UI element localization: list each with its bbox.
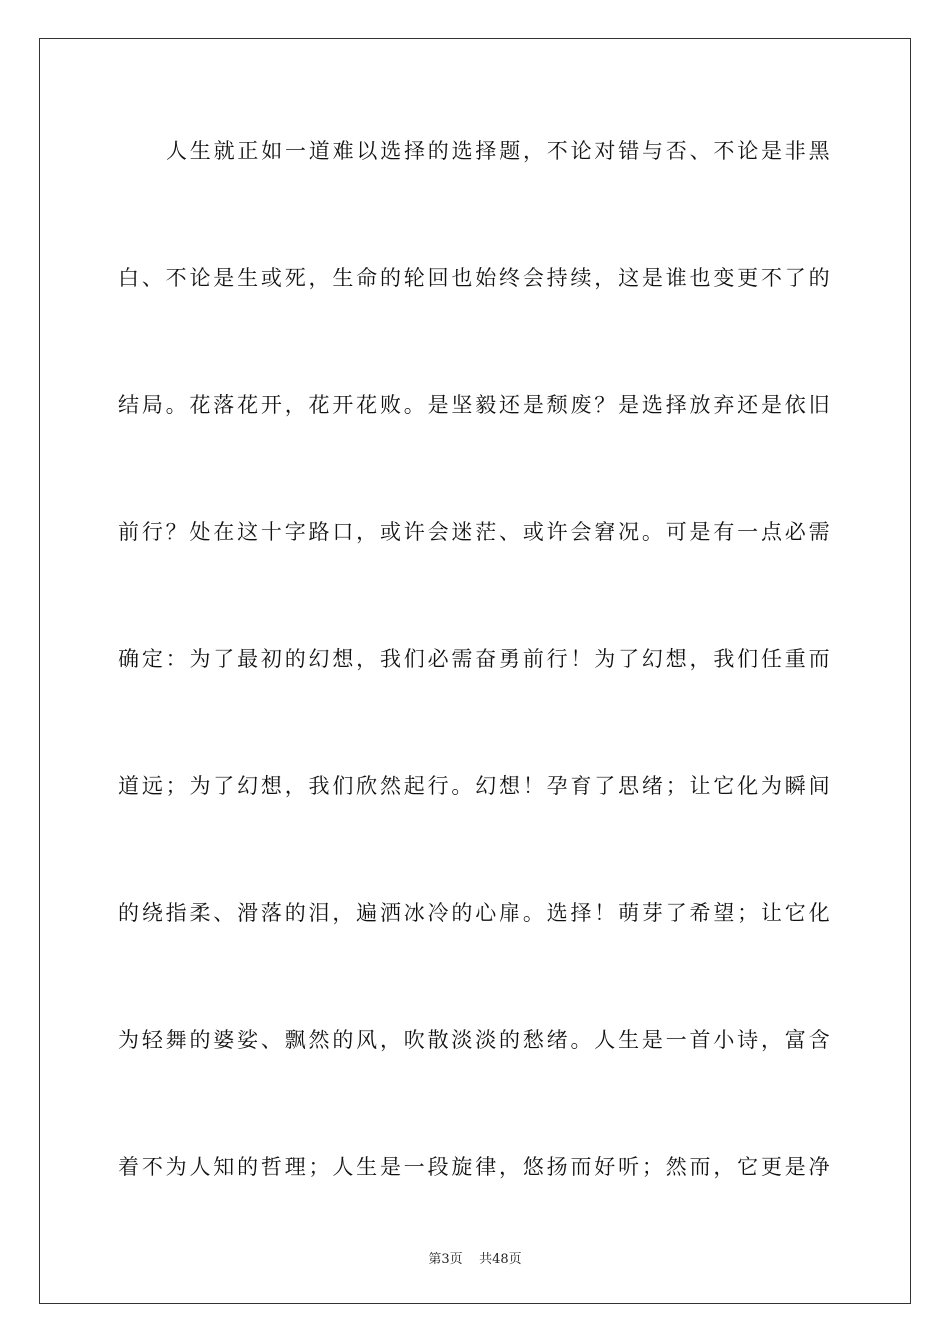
page-number: 第3页 xyxy=(428,1252,463,1267)
text-line-3: 结局。花落花开，花开花败。是坚毅还是颓废？是选择放弃还是依旧 xyxy=(118,393,832,417)
text-line-4: 前行？处在这十字路口，或许会迷茫、或许会窘况。可是有一点必需 xyxy=(118,520,832,544)
document-body xyxy=(118,128,832,1271)
text-line-1: 人生就正如一道难以选择的选择题，不论对错与否、不论是非黑 xyxy=(166,139,832,163)
text-line-2: 白、不论是生或死，生命的轮回也始终会持续，这是谁也变更不了的 xyxy=(118,266,832,290)
text-line-5: 确定：为了最初的幻想，我们必需奋勇前行！为了幻想，我们任重而 xyxy=(118,647,832,671)
text-line-7: 的绕指柔、滑落的泪，遍洒冰冷的心扉。选择！萌芽了希望；让它化 xyxy=(118,901,832,925)
text-line-9: 着不为人知的哲理；人生是一段旋律，悠扬而好听；然而，它更是净 xyxy=(118,1155,832,1179)
text-line-6: 道远；为了幻想，我们欣然起行。幻想！孕育了思绪；让它化为瞬间 xyxy=(118,774,832,798)
page-footer xyxy=(0,1248,950,1267)
page-total: 共48页 xyxy=(479,1252,522,1267)
text-line-8: 为轻舞的婆娑、飘然的风，吹散淡淡的愁绪。人生是一首小诗，富含 xyxy=(118,1028,832,1052)
